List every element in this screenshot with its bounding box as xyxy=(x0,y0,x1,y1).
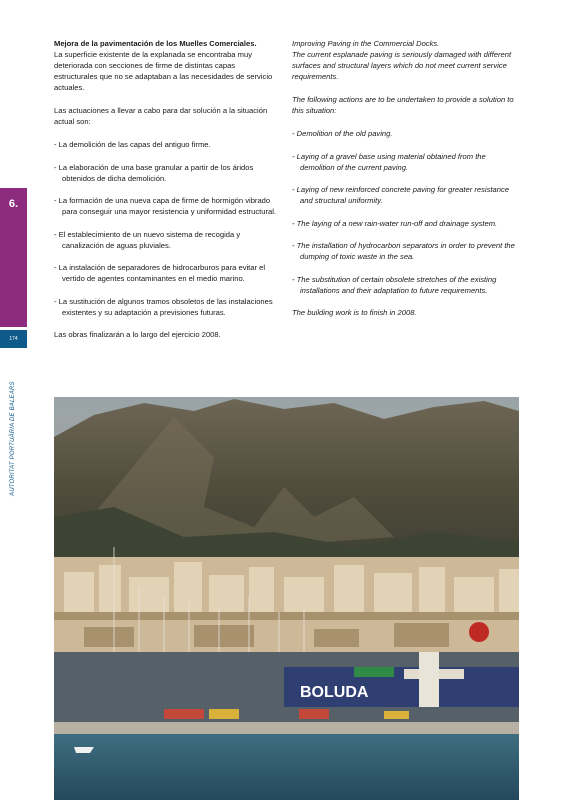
english-intro: The current esplanade paving is seriously damaged with different surfaces and structural layers which do not meet current service requirements. xyxy=(292,50,512,81)
list-item: - Laying of new reinforced concrete paving for greater resistance and structural uniformity. xyxy=(292,184,518,206)
spanish-actions-list xyxy=(54,139,280,318)
harbor-sign: BOLUDA xyxy=(300,684,369,701)
spanish-column xyxy=(54,38,280,352)
publisher-name: AUTORITAT PORTUÀRIA DE BALEARS xyxy=(10,381,16,496)
spanish-title: Mejora de la pavimentación de los Muelles Comerciales. xyxy=(54,39,257,48)
list-item: - La demolición de las capas del antiguo firme. xyxy=(54,139,280,150)
english-actions-intro: The following actions are to be undertaken to provide a solution to this situation: xyxy=(292,95,514,115)
list-item: - Laying of a gravel base using material obtained from the demolition of the current paving. xyxy=(292,151,518,173)
list-item: - El establecimiento de un nuevo sistema de recogida y canalización de aguas pluviales. xyxy=(54,229,280,251)
list-item: - La sustitución de algunos tramos obsoletos de las instalaciones existentes y su adaptación a previsiones futuras. xyxy=(54,296,280,318)
english-actions-list xyxy=(292,128,518,296)
list-item: - La instalación de separadores de hidrocarburos para evitar el vertido de agentes contaminantes en el medio marino. xyxy=(54,262,280,284)
english-title: Improving Paving in the Commercial Docks. xyxy=(292,39,440,48)
spanish-actions-intro: Las actuaciones a llevar a cabo para dar solución a la situación actual son: xyxy=(54,106,268,126)
page-number: 174 xyxy=(0,330,27,348)
spanish-intro: La superficie existente de la explanada se encontraba muy deteriorada con secciones de firme de distintas capas estructurales que no se adaptaban a las necesidades de servicio actuales. xyxy=(54,50,273,92)
vertical-publisher xyxy=(8,360,20,500)
list-item: - Demolition of the old paving. xyxy=(292,128,518,139)
list-item: - The substitution of certain obsolete stretches of the existing installations and their adaptation to future requirements. xyxy=(292,274,518,296)
english-closing: The building work is to finish in 2008. xyxy=(292,308,417,317)
list-item: - The laying of a new rain-water run-off and drainage system. xyxy=(292,218,518,229)
harbor-photo xyxy=(54,397,519,800)
harbor-photo-illustration xyxy=(54,397,519,800)
list-item: - La elaboración de una base granular a partir de los áridos obtenidos de dicha demolición. xyxy=(54,162,280,184)
spanish-closing: Las obras finalizarán a lo largo del ejercicio 2008. xyxy=(54,330,221,339)
list-item: - The installation of hydrocarbon separators in order to prevent the dumping of toxic waste in the sea. xyxy=(292,240,518,262)
english-column xyxy=(292,38,518,330)
list-item: - La formación de una nueva capa de firme de hormigón vibrado para conseguir una mayor resistencia y uniformidad estructural. xyxy=(54,195,280,217)
chapter-number: 6. xyxy=(8,198,19,210)
